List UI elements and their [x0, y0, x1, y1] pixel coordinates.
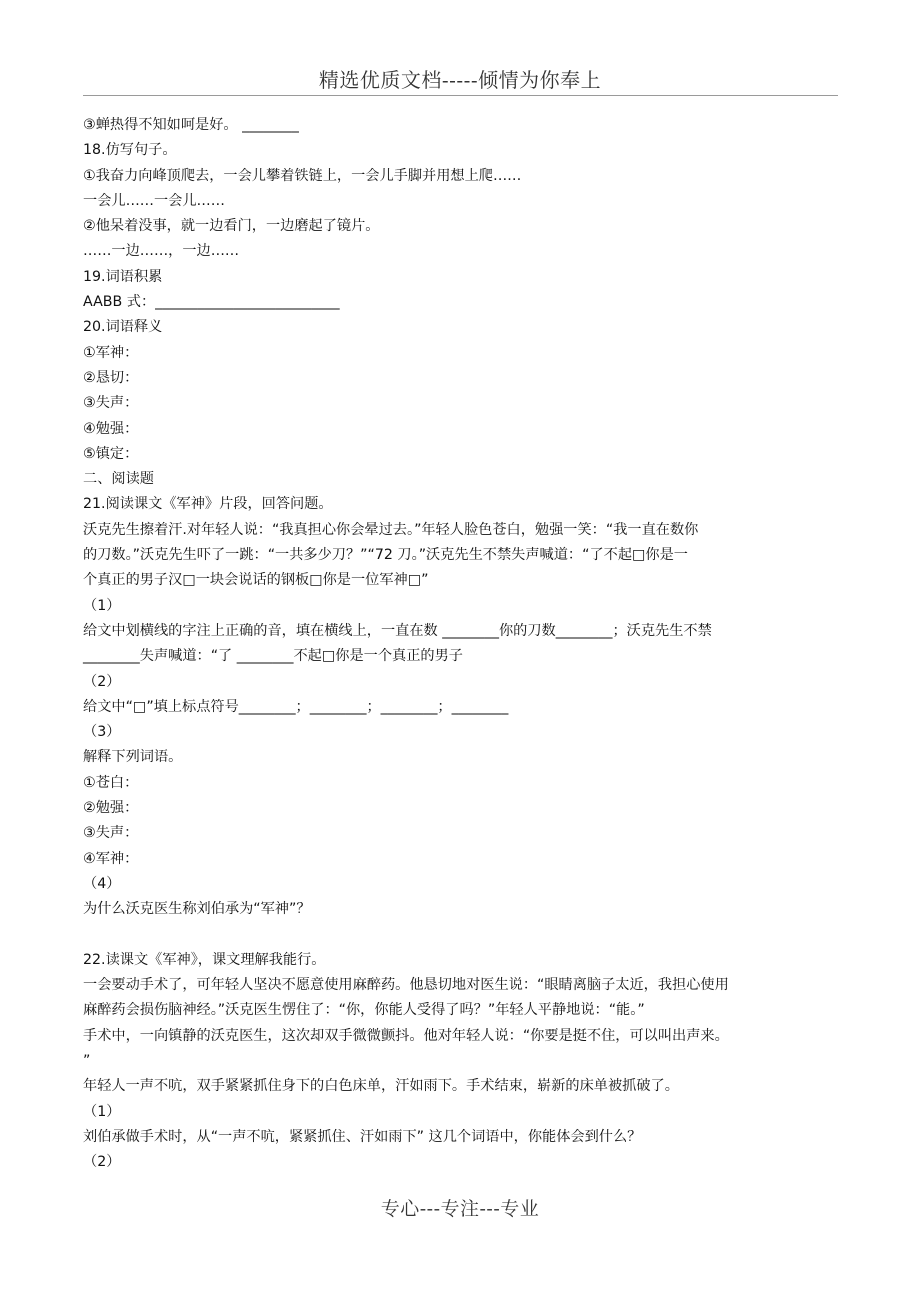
- text-line-q21-sub-2: （2）: [83, 673, 121, 690]
- blank-line: [83, 923, 843, 948]
- text-line-q21-passage-2: 的刀数。”沃克先生吓了一跳：“一共多少刀？”“72 刀。”沃克先生不禁失声喊道：“了不起□你是一: [83, 547, 688, 564]
- text-line-q18-2-pattern: ……一边……，一边……: [83, 243, 240, 260]
- text-line-q18-1: ①我奋力向峰顶爬去，一会儿攀着铁链上，一会儿手脚并用想上爬……: [83, 167, 522, 184]
- section-title-reading: 二、阅读题: [83, 471, 154, 488]
- text-line-q17-3: ③蝉热得不知如呵是好。 ________: [83, 117, 299, 133]
- text-line-q22-passage-2: 麻醉药会损伤脑神经。”沃克医生愣住了：“你，你能人受得了吗？”年轻人平静地说：“能。”: [83, 1002, 645, 1019]
- text-line-q22-sub-2: （2）: [83, 1154, 121, 1171]
- question-20-title: 20.词语释义: [83, 319, 163, 336]
- question-18-title: 18.仿写句子。: [83, 142, 177, 159]
- question-21-title: 21.阅读课文《军神》片段，回答问题。: [83, 496, 333, 513]
- text-line-q22-passage-3: 手术中，一向镇静的沃克医生，这次却双手微微颤抖。他对年轻人说：“你要是挺不住，可以叫出声来。: [83, 1027, 729, 1044]
- text-line-q21-sub-4-a: 为什么沃克医生称刘伯承为“军神”？: [83, 901, 311, 918]
- text-line-q18-1-pattern: 一会儿……一会儿……: [83, 192, 225, 209]
- text-line-q22-sub-1-a: 刘伯承做手术时，从“一声不吭，紧紧抓住、汗如雨下” 这几个词语中，你能体会到什么？: [83, 1128, 642, 1145]
- page-header: 精选优质文档-----倾情为你奉上: [318, 68, 602, 92]
- text-line-q21-sub-2-a: 给文中“□”填上标点符号________；________；________；________: [83, 698, 509, 715]
- text-line-q20-2: ②恳切：: [83, 369, 139, 386]
- text-line-q20-1: ①军神：: [83, 344, 139, 361]
- text-line-q21-passage-3: 个真正的男子汉□一块会说话的钢板□你是一位军神□”: [83, 572, 429, 589]
- page-footer: 专心---专注---专业: [380, 1198, 540, 1220]
- text-line-q21-passage-1: 沃克先生擦着汗.对年轻人说：“我真担心你会晕过去。”年轻人脸色苍白，勉强一笑：“我一直在数你: [83, 521, 699, 538]
- text-line-q21-sub-3-2: ②勉强：: [83, 800, 139, 817]
- text-line-q21-sub-3-3: ③失声：: [83, 825, 139, 842]
- text-line-q22-passage-1: 一会要动手术了，可年轻人坚决不愿意使用麻醉药。他恳切地对医生说：“眼睛离脑子太近，我担心使用: [83, 977, 729, 994]
- text-line-q20-4: ④勉强：: [83, 420, 139, 437]
- text-line-q18-2: ②他呆着没事，就一边看门，一边磨起了镜片。: [83, 218, 380, 235]
- header-divider: [83, 95, 838, 96]
- document-body: [83, 113, 843, 1175]
- text-line-q21-sub-1: （1）: [83, 597, 121, 614]
- text-line-q20-3: ③失声：: [83, 395, 139, 412]
- text-line-q21-sub-3-4: ④军神：: [83, 850, 139, 867]
- text-line-q22-passage-3-end: ”: [83, 1052, 91, 1069]
- text-line-q19-aabb: AABB 式：__________________________: [83, 294, 340, 311]
- text-line-q21-sub-3-1: ①苍白：: [83, 774, 139, 791]
- text-line-q20-5: ⑤镇定：: [83, 445, 139, 462]
- question-19-title: 19.词语积累: [83, 268, 163, 285]
- text-line-q22-passage-4: 年轻人一声不吭，双手紧紧抓住身下的白色床单，汗如雨下。手术结束，崭新的床单被抓破了。: [83, 1078, 679, 1095]
- text-line-q21-sub-3: （3）: [83, 724, 121, 741]
- question-22-title: 22.读课文《军神》，课文理解我能行。: [83, 951, 326, 968]
- text-line-q22-sub-1: （1）: [83, 1103, 121, 1120]
- text-line-q21-sub-1-b: ________失声喊道：“了 ________不起□你是一个真正的男子: [83, 648, 463, 665]
- text-line-q21-sub-4: （4）: [83, 875, 121, 892]
- text-line-q21-sub-3-a: 解释下列词语。: [83, 749, 183, 766]
- text-line-q21-sub-1-a: 给文中划横线的字注上正确的音，填在横线上，一直在数 ________你的刀数________；沃克先生不禁: [83, 622, 712, 639]
